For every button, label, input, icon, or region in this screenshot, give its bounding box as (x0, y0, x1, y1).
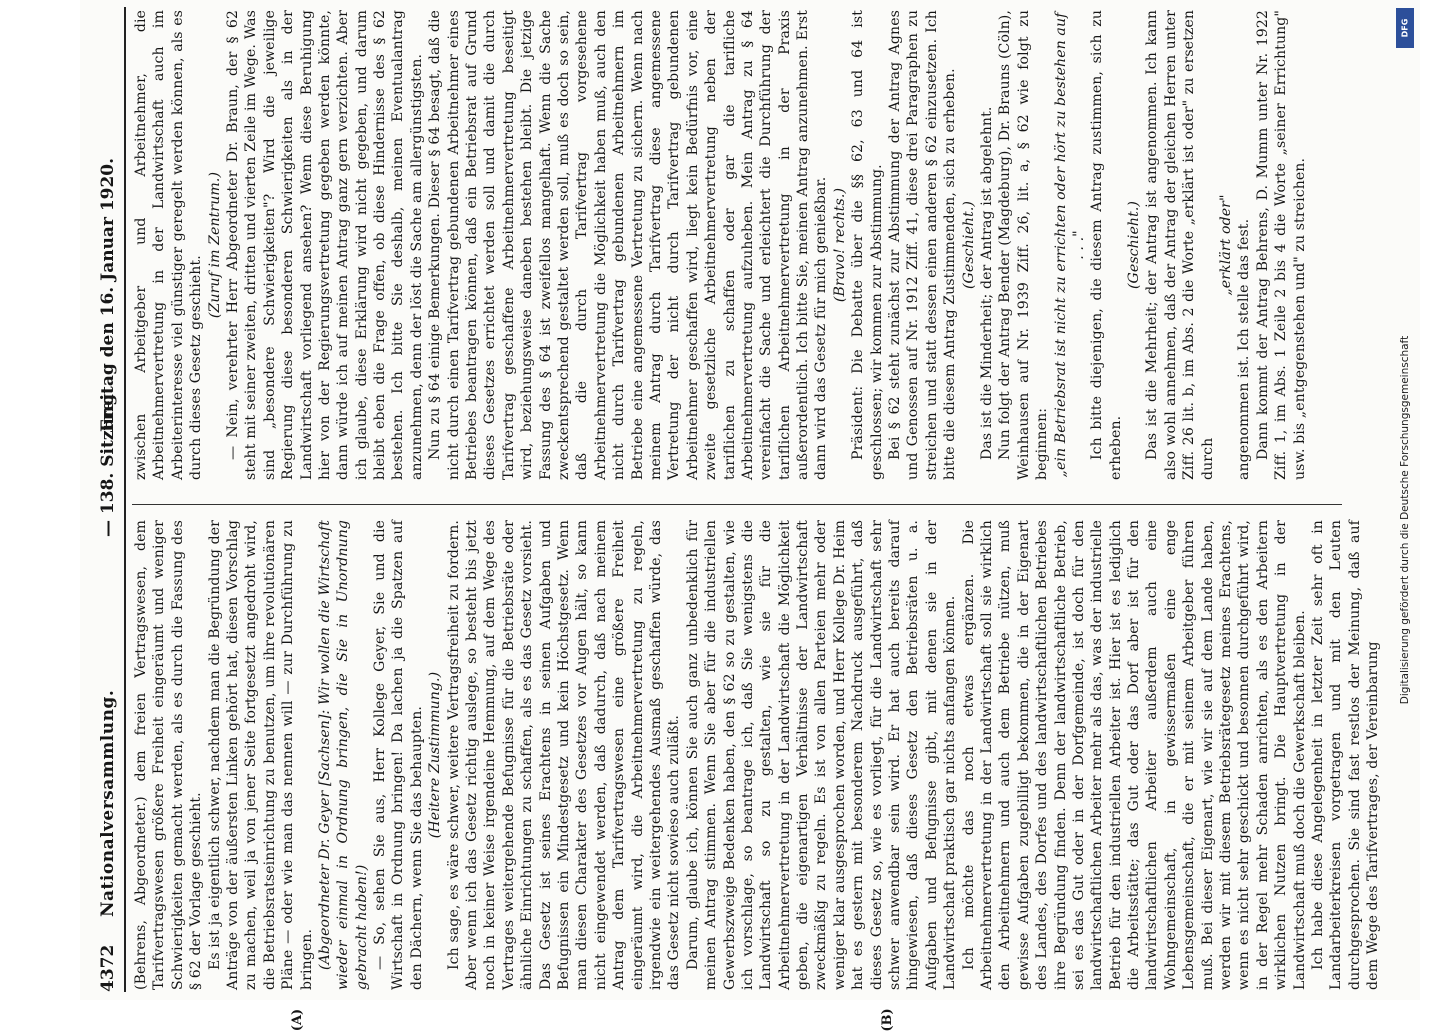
paragraph: Ich sage, es wäre schwer, weitere Vertragsfreiheit zu fordern. Aber wenn ich das Gesetz richtig auslege, so besteht bis jetzt noch in keiner Weise irgendeine Hemmung, auf dem Wege des Vertrages weitergehende Befugnisse für die Betriebsräte oder ähnliche Einrichtungen zu schaffen, als es das Gesetz vorsieht. Das Gesetz ist seines Erachtens in seinen Aufgaben und Befugnissen ein Mindestgesetz und kein Höchstgesetz. Wenn man diesen Charakter des Gesetzes vor Augen hält, so kann nicht eingewendet werden, daß dadurch, daß nach meinem Antrag dem Tarifvertragswesen eine größere Freiheit eingeräumt wird, die Arbeitnehmervertretung zu regeln, irgendwie ein weitergehendes Ausmaß geschaffen würde, das das Gesetz nicht sowieso auch zuläßt. (445, 520, 683, 990)
paragraph: Nun folgt der Antrag Bender (Magdeburg), Dr. Brauns (Cöln), Weinhausen auf Nr. 1939 Ziff. 26, lit. a, § 62 wie folgt zu beginnen: (997, 10, 1051, 480)
paragraph: — So, sehen Sie aus, Herr Kollege Geyer, Sie und die Wirtschaft in Ordnung bringen! Da lachen ja die Spatzen auf den Dächern, wenn Sie das behaupten. (372, 520, 425, 990)
credit-text: Digitalisierung gefördert durch die Deutsche Forschungsgemeinschaft (1399, 335, 1411, 705)
quoted-text: „erklärt oder" (1218, 194, 1235, 296)
paragraph: — Nein, verehrter Herr Abgeordneter Dr. Braun, der § 62 steht mit seiner zweiten, dritten und vierten Zeile im Wege. Was sind „besondere Schwierigkeiten"? Wird die jeweilige Regierung diese besonderen Schwierigkeiten als in der Landwirtschaft vorliegend ansehen? Wenn diese Beruhigung hier von der Regierungsvertretung gegeben werden könnte, dann würde ich auf meinen Antrag ganz gern verzichten. Aber ich glaube, diese Erklärung wird nicht gegeben, und darum bleibt eben die Frage offen, ob diese Hindernisse des § 62 bestehen. Ich bitte Sie deshalb, meinen Eventualantrag anzunehmen, denn der löst die Sache am allergünstigsten. (224, 10, 425, 480)
page-number: 4372 (98, 944, 118, 992)
interjection: (Zuruf im Zentrum.) (206, 171, 223, 319)
session-date: Freitag den 16. Januar 1920. (98, 157, 118, 432)
interjection: (Bravo! rechts.) (831, 187, 848, 303)
column-divider (132, 504, 1342, 505)
paragraph: Ich bitte diejenigen, die diesem Antrag zustimmen, sich zu erheben. (1089, 10, 1124, 480)
right-column (132, 10, 1342, 480)
paragraph: Das ist die Mehrheit; der Antrag ist angenommen. Ich kann also wohl annehmen, daß der Antrag der gleichen Herren unter Ziff. 26 lit. b, im Abs. 2 die Worte „erklärt ist oder" zu ersetzen durch (1144, 10, 1216, 480)
paragraph: Es ist ja eigentlich schwer, nachdem man die Begründung der Anträge von der äußersten Linken gehört hat, diesen Vorschlag zu machen, weil ja von jener Seite fortgesetzt angedroht wird, die Betriebsratseinrichtung zu benutzen, um ihre revolutionären Pläne — oder wie man das nennen will — zur Durchführung zu bringen. (206, 520, 315, 990)
quoted-text: „ein Betriebsrat ist nicht zu errichten oder hört zu bestehen auf . . ." (1052, 12, 1087, 478)
session-label: — 138. Sitzung. (98, 387, 118, 537)
left-column (132, 520, 1382, 990)
paragraph: Nun zu § 64 einige Bemerkungen. Dieser § 64 besagt, daß die nicht durch einen Tarifvertrag gebundenen Arbeitnehmer eines Betriebes beantragen können, daß ein Betriebsrat auf Grund dieses Gesetzes errichtet werden soll und damit die durch Tarifvertrag geschaffene Arbeitnehmervertretung beseitigt wird, beziehungsweise daneben bestehen bleibt. Die jetzige Fassung des § 64 ist zweifellos mangelhaft. Wenn die Sache zweckentsprechend gestaltet werden soll, muß es doch so sein, daß die durch Tarifvertrag vorgesehene Arbeitnehmervertretung die Möglichkeit haben muß, auch den nicht durch Tarifvertrag gebundenen Arbeitnehmern im Betriebe eine angemessene Vertretung zu sichern. Wenn nach meinem Antrag durch Tarifvertrag diese angemessene Vertretung der nicht durch Tarifvertrag gebundenen Arbeitnehmer geschaffen wird, liegt kein Bedürfnis vor, eine zweite gesetzliche Arbeitnehmervertretung neben der tariflichen zu schaffen oder gar die tarifliche Arbeitnehmervertretung aufzuheben. Mein Antrag zu § 64 vereinfacht die Sache und erleichtert die Durchführung der tariflichen Arbeitnehmervertretung in der Praxis außerordentlich. Ich bitte Sie, meinen Antrag anzunehmen. Erst dann wird das Gesetz für mich genießbar. (427, 10, 830, 480)
interjection: (Geschieht.) (1126, 200, 1143, 290)
paragraph: (Behrens, Abgeordneter.) dem freien Vertragswesen, dem Tarifvertragswesen größere Freiheit eingeräumt und weniger Schwierigkeiten gemacht werden, als es durch die Fassung des § 62 der Vorlage geschieht. (133, 520, 205, 990)
document-page (80, 0, 1420, 1032)
paragraph: Ich habe diese Angelegenheit in letzter Zeit sehr oft in Landarbeiterkreisen vorgetragen und mit den Leuten durchgesprochen. Sie sind fast restlos der Meinung, daß auf dem Wege des Tarifvertrages, der Vereinbarung (1310, 520, 1382, 990)
paragraph: Bei § 62 steht zunächst zur Abstimmung der Antrag Agnes und Genossen auf Nr. 1912 Ziff. 41, diese drei Paragraphen zu streichen und statt dessen einen anderen § 62 einzusetzen. Ich bitte die diesem Antrag Zustimmenden, sich zu erheben. (887, 10, 959, 480)
dfg-logo: DFG (1396, 8, 1414, 48)
digitization-credit (1380, 0, 1430, 1000)
margin-mark-a: (A) (290, 1008, 305, 1032)
margin-mark-b: (B) (880, 1008, 895, 1032)
page-header (90, 7, 126, 992)
president-paragraph: Präsident: Die Debatte über die §§ 62, 63 und 64 ist geschlossen; wir kommen zur Abstimmung. (850, 10, 885, 480)
publication-title: Nationalversammlung. (98, 689, 118, 917)
interjection: (Abgeordneter Dr. Geyer [Sachsen]: Wir wollen die Wirtschaft wieder einmal in Ordnung bringen, die Sie in Unordnung gebracht haben!) (316, 520, 370, 990)
paragraph: Das ist die Minderheit; der Antrag ist abgelehnt. (978, 106, 995, 460)
paragraph: Ich möchte das noch etwas ergänzen. Die Arbeitnehmervertretung in der Landwirtschaft soll sie wirklich den Arbeitnehmern und auch dem Betriebe nützen, muß gewisse Aufgaben zugebilligt bekommen, die in der Eigenart des Landes, des Dorfes und des landwirtschaftlichen Betriebes ihre Begründung finden. Denn der landwirtschaftliche Betrieb, sei es das Gut oder in der Dorfgemeinde, ist doch für den landwirtschaftlichen Arbeiter mehr als das, was der industrielle Betrieb für den industriellen Arbeiter ist. Hier ist es lediglich die Arbeitsstätte; das Gut oder das Dorf aber ist für den landwirtschaftlichen Arbeiter außerdem auch eine Wohngemeinschaft, in gewissermaßen eine enge Lebensgemeinschaft, die er mit seinem Arbeitgeber führen muß. Bei dieser Eigenart, wie wir sie auf dem Lande haben, werden wir mit diesem Betriebsrätegesetz meines Erachtens, wenn es nicht sehr geschickt und besonnen durchgeführt wird, in der Regel mehr Schaden anrichten, als es den Arbeitern wirklichen Nutzen bringt. Die Hauptvertretung in der Landwirtschaft muß doch die Gewerkschaft bleiben. (960, 520, 1308, 990)
interjection: (Geschieht.) (960, 200, 977, 290)
interjection: (Heitere Zustimmung.) (427, 671, 444, 839)
paragraph: angenommen ist. Ich stelle das fest. (1236, 218, 1253, 480)
paragraph: zwischen Arbeitgeber und Arbeitnehmer, die Arbeitnehmervertretung in der Landwirtschaft auch im Arbeiterinteresse viel günstiger geregelt werden können, als es durch dieses Gesetz geschieht. (133, 10, 205, 480)
paragraph: Darum, glaube ich, können Sie auch ganz unbedenklich für meinen Antrag stimmen. Wenn Sie aber für die industriellen Gewerbszweige Bedenken haben, den § 62 so zu gestalten, wie ich vorschlage, so beantrage ich, daß Sie wenigstens die Landwirtschaft so zu gestalten, wie sie für die Arbeitnehmervertretung in der Landwirtschaft die Möglichkeit geben, die eigenartigen Verhältnisse der Landwirtschaft zweckmäßig zu regeln. Es ist von allen Parteien mehr oder weniger klar ausgesprochen worden, und Herr Kollege Dr. Heim hat es gestern mit besonderem Nachdruck ausgeführt, daß dieses Gesetz so, wie es vorliegt, für die Landwirtschaft sehr schwer anwendbar sein wird. Er hat auch bereits darauf hingewiesen, daß dieses Gesetz den Betriebsräten u. a. Aufgaben und Befugnisse gibt, mit denen sie in der Landwirtschaft praktisch gar nichts anfangen können. (684, 520, 959, 990)
paragraph: Dann kommt der Antrag Behrens, D. Mumm unter Nr. 1922 Ziff. 1, im Abs. 1 Zeile 2 bis 4 die Worte „seiner Errichtung" usw. bis „entgegenstehen und" zu streichen. (1254, 10, 1308, 480)
